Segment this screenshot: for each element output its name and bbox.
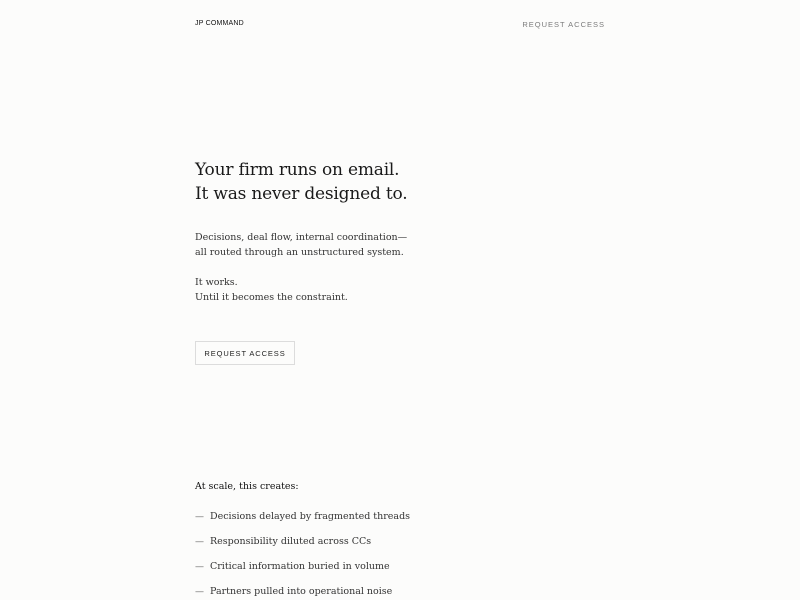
hero-headline [195,158,615,206]
problem-list-item [195,535,410,560]
site-header [195,0,605,50]
problem-list-item [195,560,410,585]
secondary-description-line-1: It works. [195,277,238,288]
problem-list-item [195,510,410,535]
problem-item-text: Decisions delayed by fragmented threads [210,511,411,522]
dash-icon: — [195,537,204,547]
problems-section [195,480,615,597]
problem-list-item [195,585,410,600]
dash-icon: — [195,512,204,522]
problem-list [195,510,410,600]
problems-title: At scale, this creates: [195,481,299,492]
problem-item-text: Critical information buried in volume [210,561,390,572]
problem-item-text: Responsibility diluted across CCs [210,536,372,547]
dash-icon: — [195,562,204,572]
description-line-1: Decisions, deal flow, internal coordination— [195,232,408,243]
problem-item-text: Partners pulled into operational noise [210,586,393,597]
hero-section [195,158,615,303]
headline-line-2: It was never designed to. [195,184,408,204]
hero-secondary-description [195,275,348,305]
secondary-description-line-2: Until it becomes the constraint. [195,292,348,303]
brand-logo[interactable]: JP COMMAND [195,20,244,27]
hero-description [195,230,407,260]
headline-line-1: Your firm runs on email. [195,160,400,180]
dash-icon: — [195,587,204,597]
description-line-2: all routed through an unstructured system. [195,247,404,258]
header-request-access-link[interactable]: REQUEST ACCESS [522,20,605,29]
request-access-button[interactable]: REQUEST ACCESS [195,341,295,365]
